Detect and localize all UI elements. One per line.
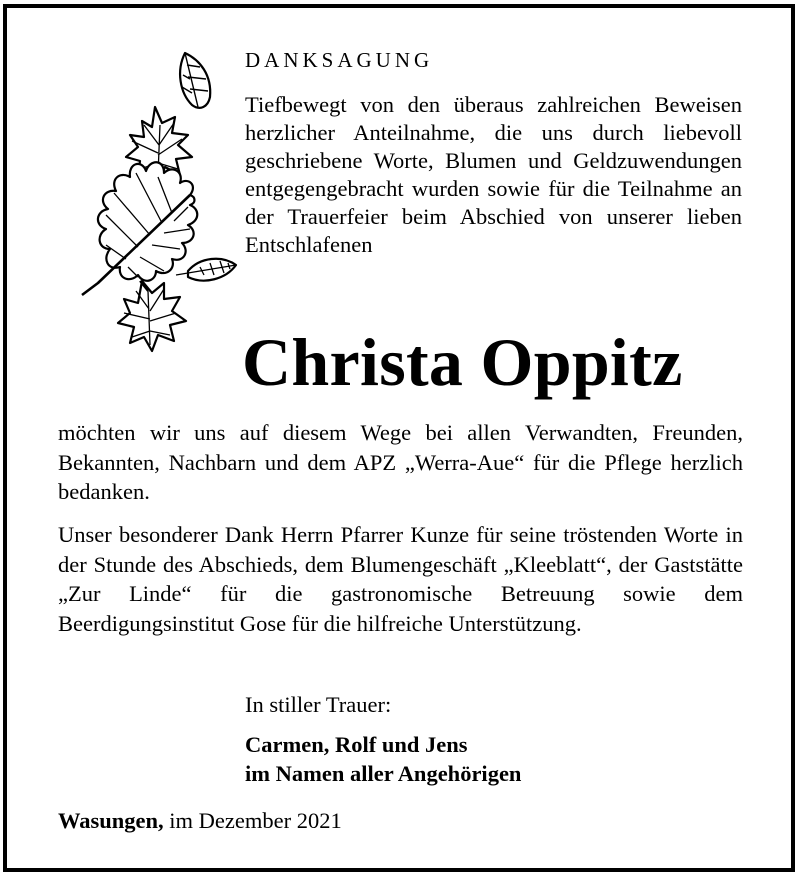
mourning-line: In stiller Trauer: [245, 692, 392, 717]
oak-leaf-icon [82, 162, 197, 295]
deceased-name: Christa Oppitz [242, 324, 683, 400]
place-date-line [58, 806, 342, 835]
heading-danksagung: DANKSAGUNG [245, 48, 434, 72]
small-leaf-top-icon [180, 53, 210, 108]
maple-leaf-lower-icon [118, 281, 186, 351]
signer-names: Carmen, Rolf und Jens [245, 732, 468, 757]
special-thanks-paragraph: Unser besonderer Dank Herrn Pfarrer Kunze für seine tröstenden Worte in der Stunde des Abschieds, dem Blumengeschäft „Kleeblatt“, der Gaststätte „Zur Linde“ für die gastronomische Betreuung sowie dem Beerdigungsinstitut Gose für die hilfreiche Unterstützung. [58, 522, 743, 636]
signer-relatives: im Namen aller Angehörigen [245, 761, 522, 786]
signers-block [245, 730, 521, 788]
small-leaf-right-icon [176, 259, 236, 281]
thanks-paragraph: möchten wir uns auf diesem Wege bei allen Verwandten, Freunden, Bekannten, Nachbarn und dem APZ „Werra-Aue“ für die Pflege herzlich bedanken. [58, 420, 743, 504]
autumn-leaves-icon [40, 45, 245, 360]
place: Wasungen, [58, 808, 164, 833]
date: im Dezember 2021 [169, 808, 342, 833]
intro-paragraph: Tiefbewegt von den überaus zahlreichen Beweisen herzlicher Anteilnahme, die uns durch liebevoll geschriebene Worte, Blumen und Geldzuwendungen entgegengebracht wurden sowie für die Teilnahme an der Trauerfeier beim Abschied von unserer lieben Entschlafenen [245, 92, 742, 257]
